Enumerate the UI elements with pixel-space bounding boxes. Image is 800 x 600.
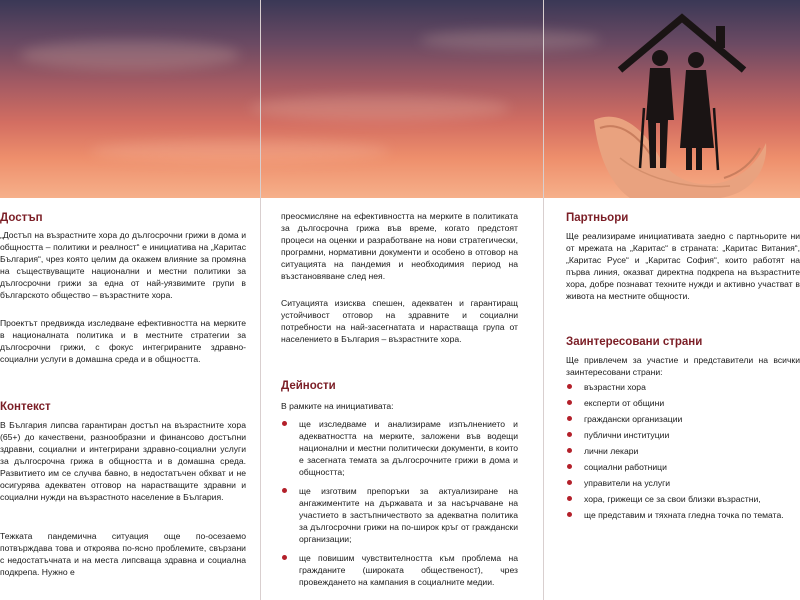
middle-paragraph-1: преосмисляне на ефективността на мерките в политиката за дългосрочна грижа във време, когато предстоят процеси на оценки и разработване на нови стратегически, програмни, нормативни документи и особено в отговор на ситуацията на пандемия и необходимия период на възстановяване след нея.	[281, 211, 518, 281]
list-item: социални работници	[566, 461, 800, 473]
hero-sunset-banner	[0, 0, 800, 198]
panel-fold-line	[543, 0, 544, 600]
list-item: ще повишим чувствителността към проблема на гражданите (широката общественост), чрез провеждането на кампания в социалните медии.	[281, 552, 518, 588]
bullet-icon	[567, 400, 572, 405]
house-roof-icon	[620, 18, 744, 70]
list-item: управители на услуги	[566, 477, 800, 489]
partners-paragraph: Ще реализираме инициативата заедно с партньорите ни от мрежата на „Каритас“ в страната: „Каритас Витания“, „Каритас Русе“ и „Каритас София“, които работят на първа линия, оказват директна подкрепа на възрастните хора, добре познават техните нужди и активно участват в живота на местните общности.	[566, 231, 800, 301]
stakeholders-intro: Ще привлечем за участие и представители на всички заинтересовани страни:	[566, 355, 800, 377]
column-middle	[281, 198, 518, 600]
access-heading: Достъп	[0, 212, 43, 224]
bullet-icon	[567, 384, 572, 389]
middle-paragraph-2: Ситуацията изисква спешен, адекватен и гарантиращ устойчивост отговор на здравните и социални потребности на най-засегнатата и нарастваща група от населението в България – възрастните хора.	[281, 298, 518, 344]
list-item: хора, грижещи се за свои близки възрастни,	[566, 493, 800, 505]
list-item: публични институции	[566, 429, 800, 441]
context-paragraph-1: В България липсва гарантиран достъп на възрастните хора (65+) до качествени, разнообразни и финансово достъпни здравни, социални и интегрирани здравно-социални услуги за дългосрочна грижа в общността и в домашна среда. Развитието им се случва бавно, в недостатъчен обхват и не осигурява адекватен отговор на нарастващите здравни и социални нужди на възрастното население в България.	[0, 420, 246, 502]
column-left	[0, 198, 246, 600]
access-paragraph-1: „Достъп на възрастните хора до дългосрочни грижи в дома и общността – политики и реалност“ е инициатива на „Каритас България“, чрез която целим да окажем влияние за промяна на съществуващите национални и местни политики за дългосрочни грижи за една от най-уязвимите групи в българското общество – възрастните хора.	[0, 230, 246, 300]
bullet-icon	[282, 488, 287, 493]
context-paragraph-2: Тежката пандемична ситуация още по-осезаемо потвърждава това и откроява по-ясно проблемите, свързани с недостатъчната и на места липсваща здравна и социална подкрепа. Нужно е	[0, 531, 246, 577]
activities-list	[281, 418, 518, 588]
elderly-couple-in-hands-illustration	[590, 8, 770, 198]
activities-heading: Дейности	[281, 380, 336, 392]
bullet-icon	[567, 432, 572, 437]
list-item: експерти от общини	[566, 397, 800, 409]
bullet-icon	[567, 512, 572, 517]
list-item: щe изследваме и анализираме изпълнението и адекватността на мерките, заложени във водещи национални и местни политически документи, в които е засегната темата за дългосрочните грижи в дома и общността;	[281, 418, 518, 478]
partners-heading: Партньори	[566, 212, 629, 224]
access-paragraph-2: Проектът предвижда изследване ефективността на мерките в националната политика и в местните стратегии за дългосрочни грижи, с фокус интегрираните здравно-социални услуги в домашна среда и в общността.	[0, 318, 246, 364]
list-item: възрастни хора	[566, 381, 800, 393]
list-item: ще изготвим препоръки за актуализиране на ангажиментите на държавата и за насърчаване на участието в застъпничеството за адекватна политика за дългосрочни грижи на по-широк кръг от граждански организации;	[281, 485, 518, 545]
context-heading: Контекст	[0, 401, 51, 413]
stakeholders-list	[566, 381, 800, 521]
list-item: ще представим и тяхната гледна точка по темата.	[566, 509, 800, 521]
stakeholders-heading: Заинтересовани страни	[566, 336, 703, 348]
bullet-icon	[282, 421, 287, 426]
list-item: лични лекари	[566, 445, 800, 457]
bullet-icon	[567, 496, 572, 501]
column-right	[566, 198, 800, 600]
list-item: граждански организации	[566, 413, 800, 425]
bullet-icon	[282, 555, 287, 560]
bullet-icon	[567, 448, 572, 453]
activities-intro: В рамките на инициативата:	[281, 401, 394, 411]
bullet-icon	[567, 480, 572, 485]
bullet-icon	[567, 464, 572, 469]
panel-fold-line	[260, 0, 261, 600]
bullet-icon	[567, 416, 572, 421]
